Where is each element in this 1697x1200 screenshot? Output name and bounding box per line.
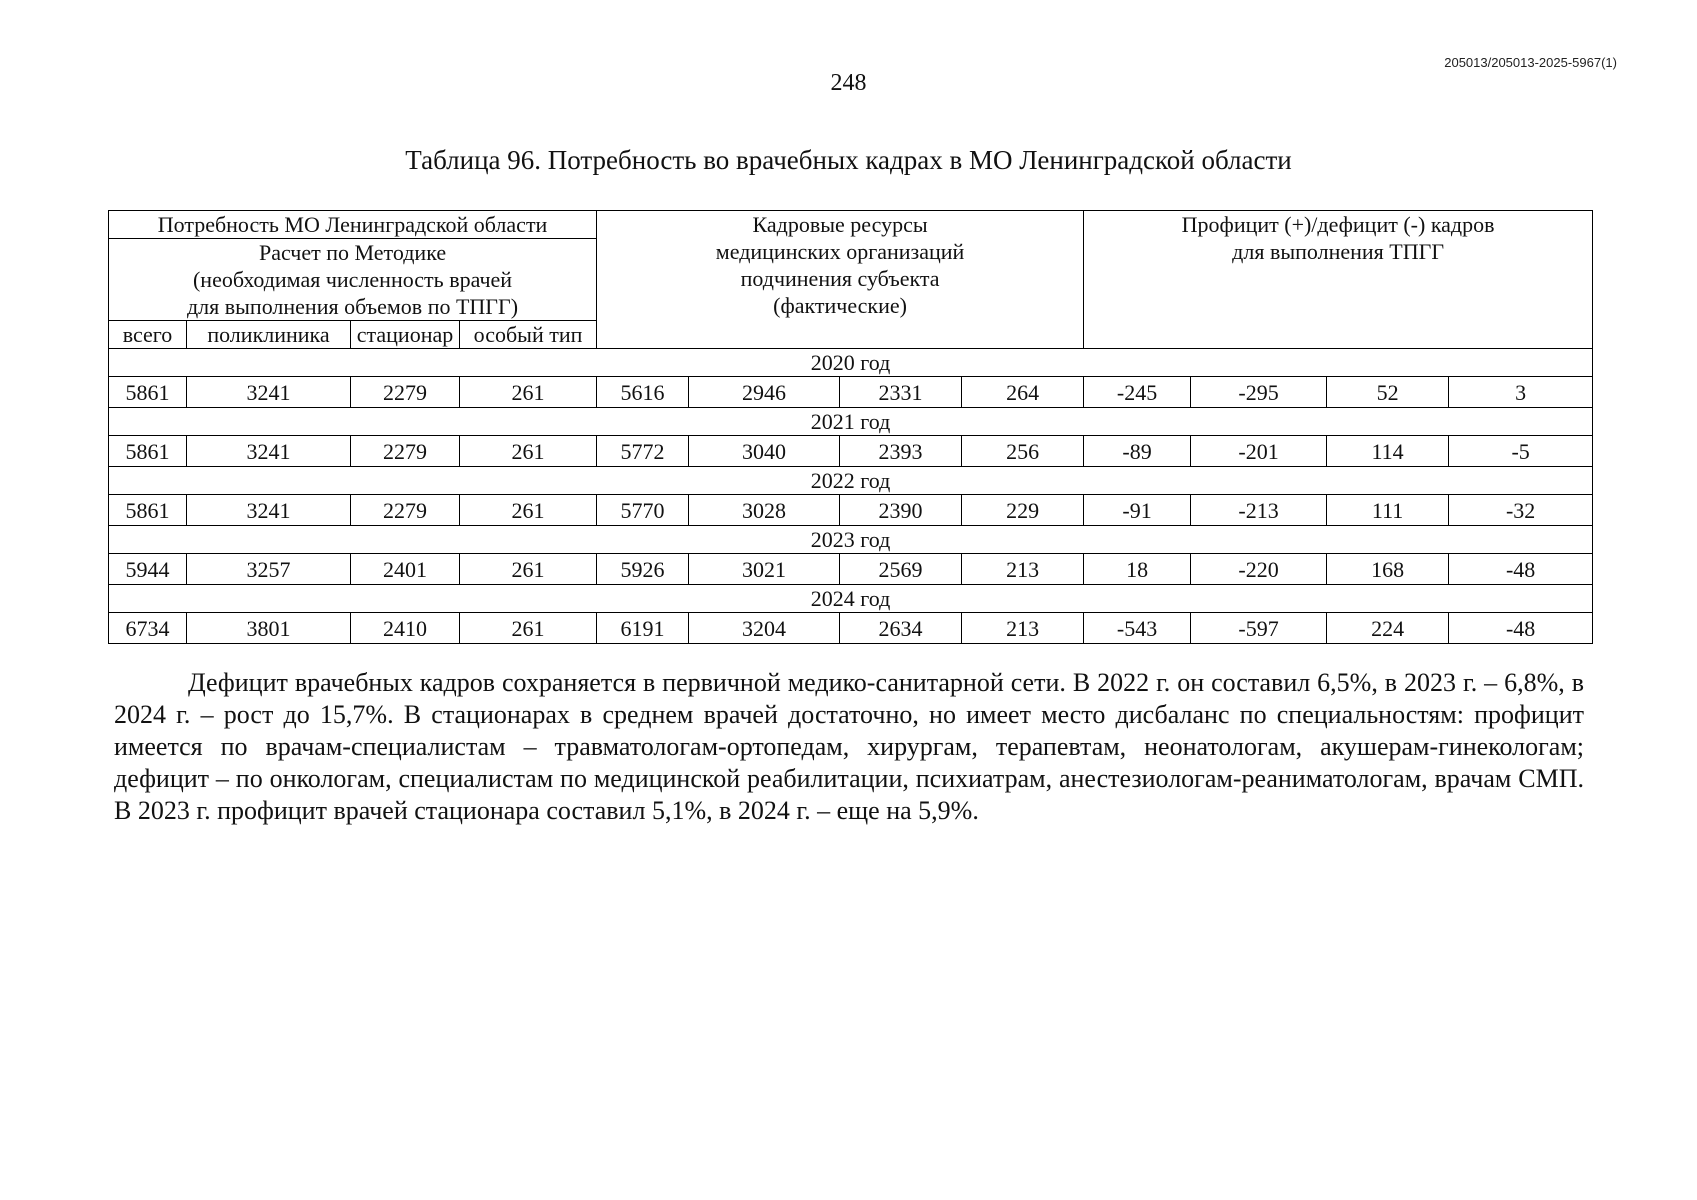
table-cell: -597 [1191,613,1327,644]
table-cell: 261 [460,436,597,467]
group-header-resources-line: (фактические) [773,293,907,318]
table-cell: 3021 [689,554,840,585]
table-cell: 2634 [840,613,962,644]
table-cell: -295 [1191,377,1327,408]
table-cell: 261 [460,495,597,526]
table-cell: 213 [962,554,1084,585]
table-cell: -201 [1191,436,1327,467]
table-cell: -5 [1449,436,1593,467]
table-cell: 5770 [597,495,689,526]
table-cell: 261 [460,377,597,408]
table-cell: 3204 [689,613,840,644]
table-cell: 213 [962,613,1084,644]
table-cell: 2279 [351,377,460,408]
year-row: 2020 год [109,349,1593,377]
group-header-resources-line: медицинских организаций [715,239,965,264]
subgroup-header-line: (необходимая численность врачей [109,266,597,293]
table-cell: -220 [1191,554,1327,585]
table-cell: 6734 [109,613,187,644]
table-cell: -48 [1449,613,1593,644]
group-header-resources-line: Кадровые ресурсы [752,212,928,237]
table-cell: 168 [1327,554,1449,585]
table-cell: 3 [1449,377,1593,408]
table-cell: 18 [1084,554,1191,585]
table-cell: 3241 [187,436,351,467]
table-cell: 3241 [187,377,351,408]
table-cell: 5772 [597,436,689,467]
table-cell: 5861 [109,436,187,467]
table-cell: 5926 [597,554,689,585]
group-header-balance-line: Профицит (+)/дефицит (-) кадров [1181,212,1495,237]
table-cell: 2393 [840,436,962,467]
document-id: 205013/205013-2025-5967(1) [1444,55,1617,70]
subgroup-header-line: Расчет по Методике [109,239,597,267]
column-header: всего [109,321,187,349]
table-cell: -89 [1084,436,1191,467]
table-cell: 5861 [109,495,187,526]
column-header: особый тип [460,321,597,349]
group-header-need: Потребность МО Ленинградской области [109,211,597,239]
table-cell: 2390 [840,495,962,526]
subgroup-header-line: для выполнения объемов по ТПГГ) [109,293,597,321]
page-number: 248 [830,70,867,96]
table-cell: 2946 [689,377,840,408]
table-cell: 256 [962,436,1084,467]
table-cell: 2331 [840,377,962,408]
table-cell: 5616 [597,377,689,408]
table-cell: 2279 [351,495,460,526]
table-cell: -91 [1084,495,1191,526]
table-cell: 2569 [840,554,962,585]
table-cell: 114 [1327,436,1449,467]
group-header-balance [1084,211,1593,349]
year-row: 2021 год [109,408,1593,436]
column-header: поликлиника [187,321,351,349]
table-cell: -32 [1449,495,1593,526]
group-header-resources-line: подчинения субъекта [740,266,940,291]
table-cell: 3028 [689,495,840,526]
table-cell: 3241 [187,495,351,526]
table-cell: 2410 [351,613,460,644]
table-title: Таблица 96. Потребность во врачебных кадрах в МО Ленинградской области [405,145,1292,175]
year-row: 2024 год [109,585,1593,613]
table-cell: 3040 [689,436,840,467]
table-cell: 261 [460,554,597,585]
table-cell: 5944 [109,554,187,585]
table-cell: 2401 [351,554,460,585]
table-cell: 261 [460,613,597,644]
column-header: стационар [351,321,460,349]
table-cell: -543 [1084,613,1191,644]
table-cell: 3257 [187,554,351,585]
body-paragraph: Дефицит врачебных кадров сохраняется в первичной медико-санитарной сети. В 2022 г. он составил 6,5%, в 2023 г. – 6,8%, в 2024 г. – рост до 15,7%. В стационарах в среднем врачей достаточно, но имеет место дисбаланс по специальностям: профицит имеется по врачам-специалистам – травматологам-ортопедам, хирургам, терапевтам, неонатологам, акушерам-гинекологам; дефицит – по онкологам, специалистам по медицинской реабилитации, психиатрам, анестезиологам-реаниматологам, врачам СМП. В 2023 г. профицит врачей стационара составил 5,1%, в 2024 г. – еще на 5,9%. [114,668,1584,825]
table-cell: 264 [962,377,1084,408]
table-cell: -48 [1449,554,1593,585]
table-cell: 52 [1327,377,1449,408]
table-cell: 111 [1327,495,1449,526]
table-cell: 224 [1327,613,1449,644]
table-cell: 5861 [109,377,187,408]
group-header-balance-line: для выполнения ТПГГ [1232,239,1445,264]
table-cell: 3801 [187,613,351,644]
group-header-resources [597,211,1084,349]
year-row: 2023 год [109,526,1593,554]
table-cell: 2279 [351,436,460,467]
table-cell: 229 [962,495,1084,526]
table-cell: -245 [1084,377,1191,408]
year-row: 2022 год [109,467,1593,495]
table-cell: -213 [1191,495,1327,526]
staffing-needs-table [108,210,1593,644]
table-cell: 6191 [597,613,689,644]
